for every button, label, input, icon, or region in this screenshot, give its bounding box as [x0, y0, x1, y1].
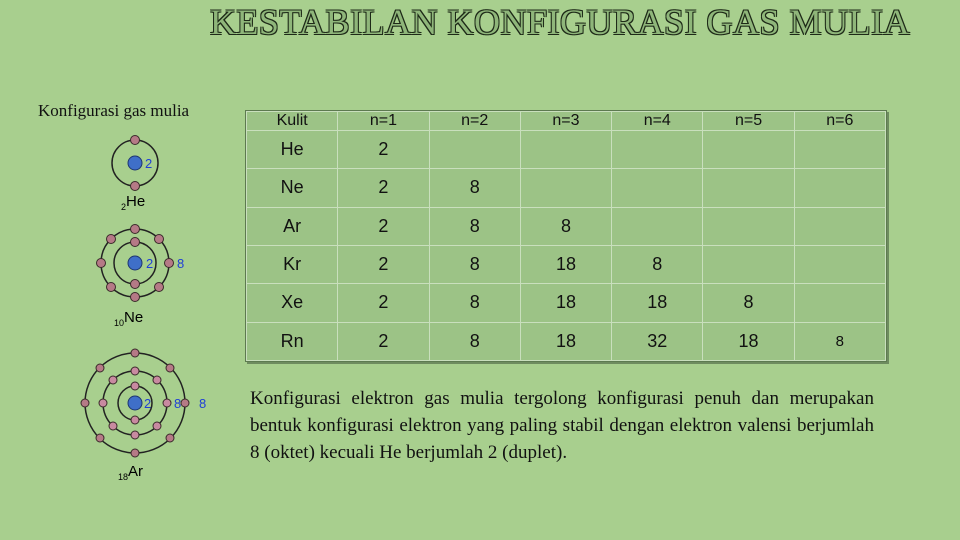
table-row	[247, 322, 886, 360]
table-row	[247, 169, 886, 207]
element-symbol: Ar	[128, 463, 144, 480]
table-cell	[703, 207, 794, 245]
slide-title: KESTABILAN KONFIGURASI GAS MULIA	[209, 2, 911, 42]
shell-label: 2	[144, 396, 152, 411]
electron-icon	[131, 225, 140, 234]
electron-icon	[165, 259, 174, 268]
table-cell: 2	[338, 169, 429, 207]
table-cell	[703, 245, 794, 283]
table-cell	[520, 131, 611, 169]
electron-icon	[166, 364, 174, 372]
table-cell	[794, 131, 885, 169]
atomic-number: 10	[114, 318, 125, 328]
helium-atom-diagram	[105, 133, 175, 198]
electron-icon	[155, 283, 164, 292]
element-symbol: Ne	[124, 309, 144, 326]
shell-label: 8	[199, 396, 207, 411]
electron-icon	[107, 283, 116, 292]
electron-icon	[163, 399, 171, 407]
table-cell: 2	[338, 245, 429, 283]
nucleus-icon	[128, 156, 142, 170]
table-cell: 8	[429, 284, 520, 322]
electron-icon	[109, 376, 117, 384]
electron-icon	[109, 422, 117, 430]
header-cell: n=5	[703, 112, 794, 131]
table-cell: 2	[338, 284, 429, 322]
argon-atom-diagram	[70, 345, 220, 470]
electron-icon	[155, 235, 164, 244]
table-cell	[429, 131, 520, 169]
header-cell: n=3	[520, 112, 611, 131]
table-cell: 8	[429, 245, 520, 283]
table-cell: 8	[794, 322, 885, 360]
element-cell: Kr	[247, 245, 338, 283]
table-cell: 8	[520, 207, 611, 245]
header-cell: Kulit	[247, 112, 338, 131]
table-row	[247, 245, 886, 283]
element-cell: Ne	[247, 169, 338, 207]
element-cell: Xe	[247, 284, 338, 322]
electron-icon	[131, 182, 140, 191]
argon-symbol	[118, 463, 143, 482]
element-symbol: He	[126, 193, 146, 210]
electron-icon	[131, 349, 139, 357]
electron-icon	[131, 280, 140, 289]
electron-icon	[96, 434, 104, 442]
description-paragraph: Konfigurasi elektron gas mulia tergolong konfigurasi penuh dan merupakan bentuk konfigurasi elektron yang paling stabil dengan elektron valensi berjumlah 8 (oktet) kecuali He berjumlah 2 (duplet).	[250, 388, 874, 463]
electron-icon	[131, 382, 139, 390]
neon-atom-diagram	[85, 225, 195, 310]
helium-symbol	[121, 193, 145, 212]
table-cell	[794, 207, 885, 245]
table-cell: 8	[429, 169, 520, 207]
electron-icon	[131, 431, 139, 439]
electron-icon	[131, 449, 139, 457]
table-row	[247, 284, 886, 322]
electron-icon	[153, 422, 161, 430]
table-cell	[520, 169, 611, 207]
element-cell: He	[247, 131, 338, 169]
table-header-row	[247, 112, 886, 131]
table-cell: 18	[612, 284, 703, 322]
table-cell: 8	[429, 207, 520, 245]
shell-label: 2	[145, 156, 153, 171]
shell-label: 8	[177, 256, 185, 271]
table-cell	[703, 131, 794, 169]
electron-icon	[96, 364, 104, 372]
table-cell: 8	[703, 284, 794, 322]
nucleus-icon	[128, 256, 142, 270]
table-cell	[612, 131, 703, 169]
subtitle: Konfigurasi gas mulia	[38, 101, 190, 120]
table-cell: 18	[520, 284, 611, 322]
header-cell: n=1	[338, 112, 429, 131]
table-cell: 2	[338, 207, 429, 245]
table-cell	[703, 169, 794, 207]
atomic-number: 2	[121, 202, 127, 212]
electron-icon	[107, 235, 116, 244]
header-cell: n=4	[612, 112, 703, 131]
table-row	[247, 131, 886, 169]
table-cell: 2	[338, 131, 429, 169]
header-cell: n=2	[429, 112, 520, 131]
table-cell: 2	[338, 322, 429, 360]
table-cell: 8	[612, 245, 703, 283]
electron-icon	[131, 136, 140, 145]
electron-icon	[97, 259, 106, 268]
electron-icon	[131, 238, 140, 247]
shell-label: 8	[174, 396, 182, 411]
table-cell	[794, 284, 885, 322]
table-cell: 18	[520, 322, 611, 360]
table-cell	[612, 207, 703, 245]
electron-icon	[166, 434, 174, 442]
nucleus-icon	[128, 396, 142, 410]
table-cell	[794, 245, 885, 283]
electron-icon	[99, 399, 107, 407]
element-cell: Ar	[247, 207, 338, 245]
electron-icon	[131, 367, 139, 375]
electron-icon	[131, 416, 139, 424]
atomic-number: 18	[118, 472, 129, 482]
table-cell	[794, 169, 885, 207]
table-cell: 18	[520, 245, 611, 283]
electron-icon	[153, 376, 161, 384]
header-cell: n=6	[794, 112, 885, 131]
table-cell: 32	[612, 322, 703, 360]
electron-icon	[81, 399, 89, 407]
electron-icon	[181, 399, 189, 407]
electron-icon	[131, 293, 140, 302]
table-cell: 18	[703, 322, 794, 360]
table-cell	[612, 169, 703, 207]
table-row	[247, 207, 886, 245]
shell-label: 2	[146, 256, 154, 271]
table-cell: 8	[429, 322, 520, 360]
configuration-table	[245, 110, 887, 362]
neon-symbol	[114, 309, 143, 328]
element-cell: Rn	[247, 322, 338, 360]
